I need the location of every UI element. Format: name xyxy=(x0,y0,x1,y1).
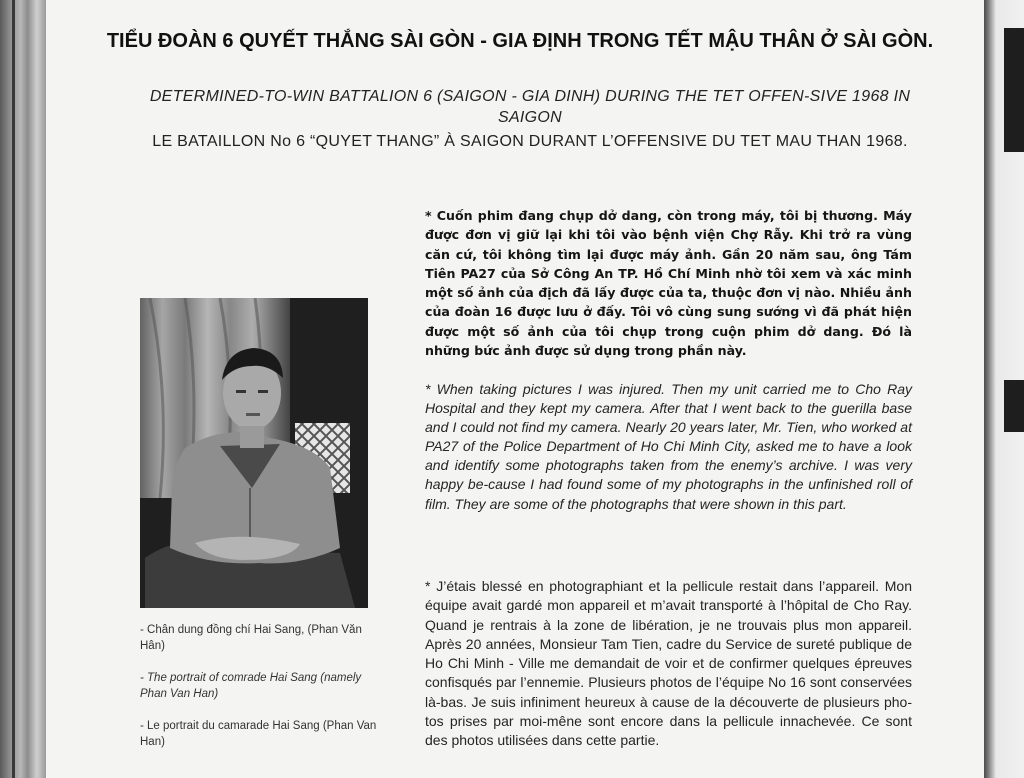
portrait-photo xyxy=(140,298,368,608)
title-english: DETERMINED-TO-WIN BATTALION 6 (SAIGON - GIA DINH) DURING THE TET OFFEN-SIVE 1968 IN SAIGON xyxy=(149,88,911,126)
caption-english: - The portrait of comrade Hai Sang (namely Phan Van Han) xyxy=(140,672,362,700)
title-vietnamese: TIỂU ĐOÀN 6 QUYẾT THẮNG SÀI GÒN - GIA ĐỊNH TRONG TẾT MẬU THÂN Ở SÀI GÒN. xyxy=(106,30,934,52)
next-page-edge-top xyxy=(1004,28,1024,152)
book-spine-left xyxy=(0,0,46,778)
paragraph-french: * J’étais blessé en photographiant et la pellicule restait dans l’appareil. Mon équipe avait gardé mon appareil et m’avait transporté à l’hôpital de Cho Ray. Quand je rentrais à la zone de libération, je ne trouvais plus mon appareil. Après 20 années, Monsieur Tam Tien, cadre du Service de sureté publique de Ho Chi Minh - Ville me demandait de voir et de confirmer quelques épreuves confisqués par l’ennemie. Plusieurs photos de l’équipe No 16 sont conservées là-bas. Je suis infiniment heureux à cause de la découverte de plusieurs pho-tos prises par moi-mêne sont encore dans la pellicule innachevée. Ce sont des photos utilisées dans cette partie. xyxy=(425,578,912,749)
caption-vietnamese: - Chân dung đồng chí Hai Sang, (Phan Văn Hân) xyxy=(140,624,362,652)
next-page-edge-bottom xyxy=(1004,380,1024,432)
title-french: LE BATAILLON No 6 “QUYET THANG” À SAIGON DURANT L’OFFENSIVE DU TET MAU THAN 1968. xyxy=(152,133,908,150)
portrait-photo-illustration xyxy=(140,298,368,608)
caption-french: - Le portrait du camarade Hai Sang (Phan Van Han) xyxy=(140,720,377,748)
paragraph-english: * When taking pictures I was injured. Then my unit carried me to Cho Ray Hospital and they kept my camera. After that I went back to the guerilla base and I could not find my camera. Nearly 20 years later, Mr. Tien, who worked at PA27 of the Police Department of Ho Chi Minh City, asked me to have a look and identify some photographs taken from the enemy’s archive. I was very happy be-cause I had found some of my photographs in the unfinished roll of film. They are some of the photographs that were shown in this part. xyxy=(425,381,912,512)
paragraph-vietnamese: * Cuốn phim đang chụp dở dang, còn trong máy, tôi bị thương. Máy được đơn vị giữ lại khi tôi vào bệnh viện Chợ Rẫy. Khi trở ra vùng căn cứ, tôi không tìm lại được máy ảnh. Gần 20 năm sau, ông Tám Tiên PA27 của Sở Công An TP. Hồ Chí Minh nhờ tôi xem và xác minh một số ảnh của địch đã lấy được của ta, thuộc đơn vị nào. Nhiều ảnh của đoàn 16 được lưu ở đấy. Tôi vô cùng sung sướng vì đã phát hiện được một số ảnh của tôi chụp trong cuộn phim dở dang. Đó là những bức ảnh được sử dụng trong phần này. xyxy=(425,208,912,359)
